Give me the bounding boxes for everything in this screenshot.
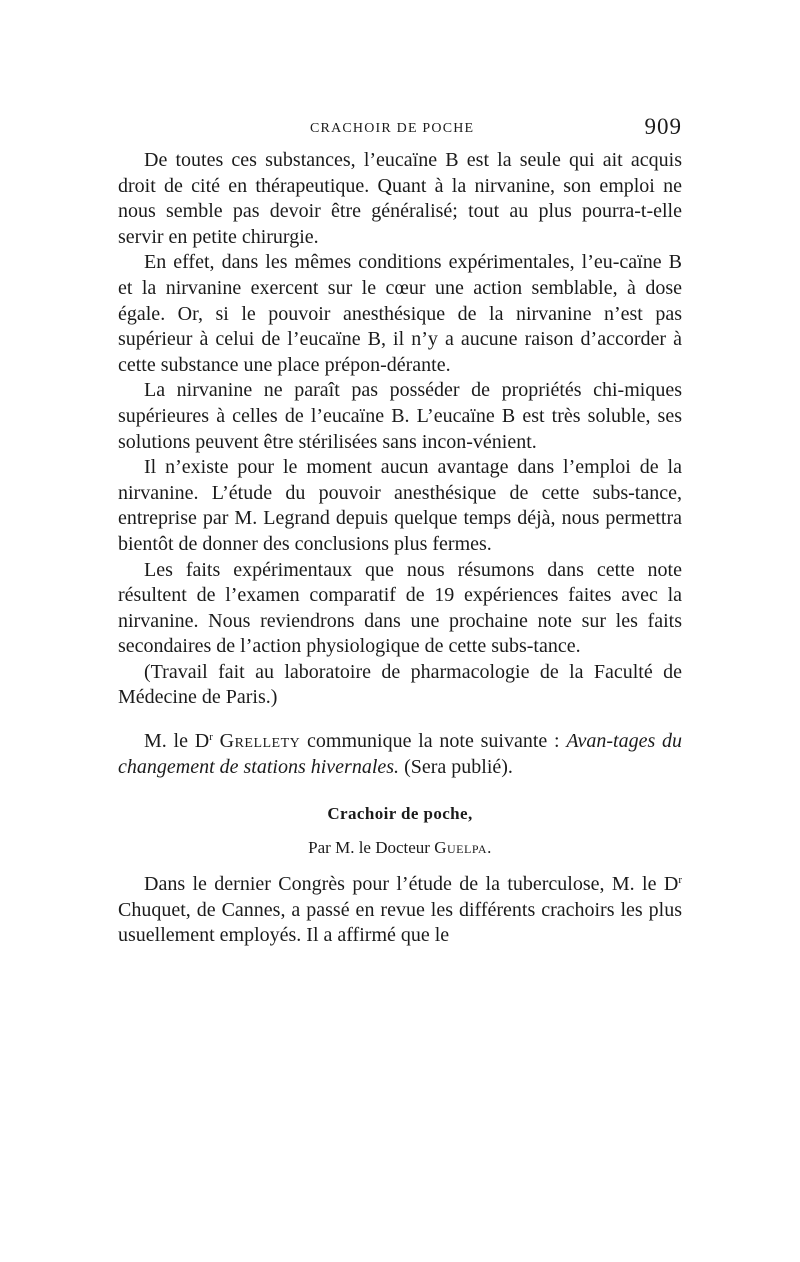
- announcement-paragraph: [118, 729, 682, 780]
- author-name: Grellety: [219, 730, 301, 753]
- congress-text-end: Chuquet, de Cannes, a passé en revue les différents crachoirs les plus usuellement employés. Il a affirmé que le: [118, 898, 682, 947]
- byline-prefix: Par M. le Docteur: [308, 838, 430, 858]
- paragraph-no-advantage: Il n’existe pour le moment aucun avantage dans l’emploi de la nirvanine. L’étude du pouvoir anesthésique de cette subs-tance, entreprise par M. Legrand depuis quelque temps déjà, nous permettra bientôt de donner des conclusions plus fermes.: [118, 456, 682, 555]
- publication-note: (Sera publié).: [404, 755, 513, 778]
- running-header: [118, 112, 682, 144]
- doctor-superscript-2: r: [678, 874, 682, 887]
- running-title: CRACHOIR DE POCHE: [310, 121, 475, 136]
- work-title: Avan-tages du changement de stations hivernales.: [118, 730, 683, 778]
- paragraph-experimental-facts: Les faits expérimentaux que nous résumons dans cette note résultent de l’examen comparatif de 19 expériences faites avec la nirvanine. Nous reviendrons dans une prochaine note sur les faits secondaires de l’action physiologique de cette subs-tance.: [118, 558, 682, 658]
- announcement-prefix: M. le D: [144, 730, 210, 753]
- byline: [118, 838, 682, 858]
- paragraph-lab-credit: (Travail fait au laboratoire de pharmacologie de la Faculté de Médecine de Paris.): [118, 660, 682, 709]
- byline-author: Guelpa.: [434, 838, 492, 858]
- paragraph-congress: [118, 872, 682, 949]
- congress-text-start: Dans le dernier Congrès pour l’étude de la tuberculose, M. le D: [144, 873, 679, 896]
- paragraph-heart-action: En effet, dans les mêmes conditions expérimentales, l’eu-caïne B et la nirvanine exercent sur le cœur une action semblable, à dose égale. Or, si le pouvoir anesthésique de la nirvanine n’est pas supérieur à celui de l’eucaïne B, il n’y a aucune raison d’accorder à cette substance une place prépon-dérante.: [118, 251, 682, 376]
- paragraph-chemical-properties: La nirvanine ne paraît pas posséder de propriétés chi-miques supérieures à celles de l’eucaïne B. L’eucaïne B est très soluble, ses solutions peuvent être stérilisées sans incon-vénient.: [118, 379, 682, 453]
- announcement-verb: communique la note suivante :: [307, 730, 560, 753]
- document-page: [118, 112, 682, 949]
- page-number: 909: [644, 114, 682, 139]
- doctor-superscript: r: [209, 731, 213, 744]
- paragraph-substances: De toutes ces substances, l’eucaïne B est la seule qui ait acquis droit de cité en thérapeutique. Quant à la nirvanine, son emploi ne nous semble pas devoir être généralisé; tout au plus pourra-t-elle servir en petite chirurgie.: [118, 149, 682, 248]
- section-title: Crachoir de poche,: [327, 804, 473, 824]
